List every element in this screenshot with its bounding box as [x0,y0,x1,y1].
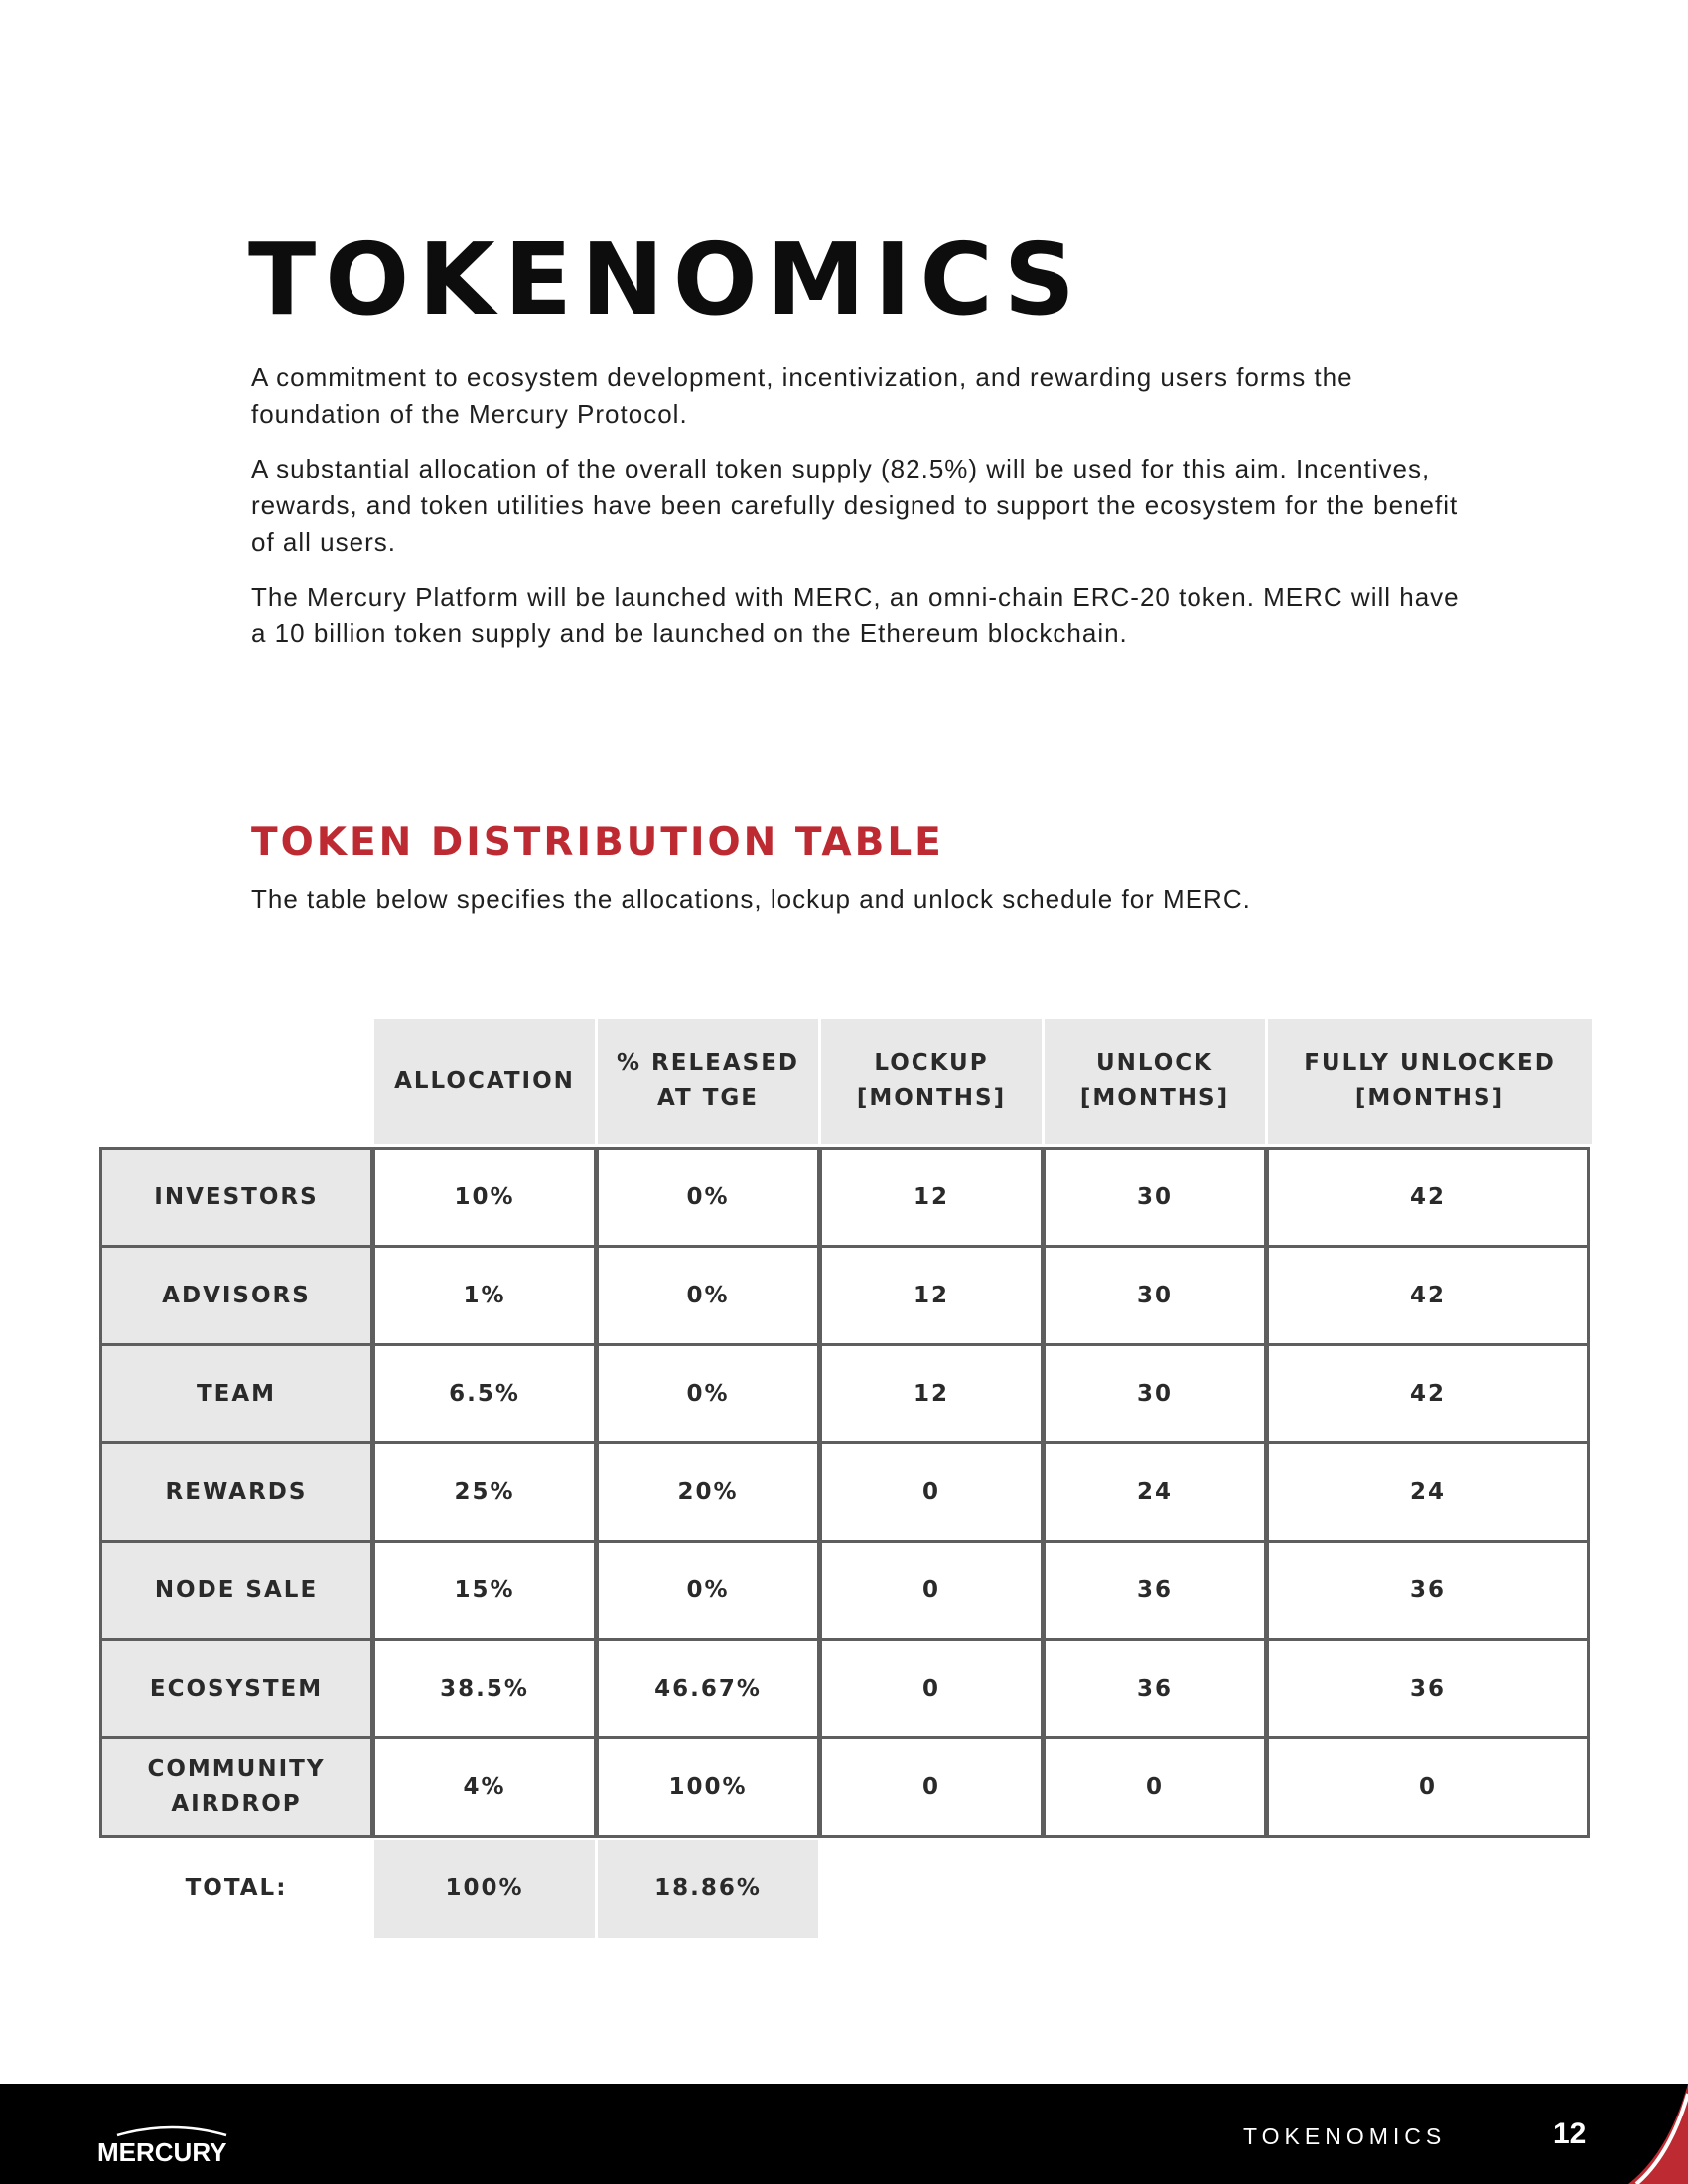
table-cell: 25% [372,1441,597,1543]
table-cell: 46.67% [596,1638,820,1739]
table-cell: 24 [1043,1441,1267,1543]
table-cell: 12 [819,1245,1044,1346]
row-label: ADVISORS [99,1245,373,1346]
intro-text [251,359,1473,670]
intro-paragraph: A commitment to ecosystem development, incentivization, and rewarding users forms the foundation of the Mercury Protocol. [251,362,1353,429]
intro-paragraph: The Mercury Platform will be launched with MERC, an omni-chain ERC-20 token. MERC will have a 10 billion token supply and be launched on the Ethereum blockchain. [251,582,1460,648]
table-cell: 24 [1266,1441,1590,1543]
intro-paragraph: A substantial allocation of the overall token supply (82.5%) will be used for this aim. Incentives, rewards, and token utilities have been carefully designed to support the ecosystem for the benefit of all users. [251,454,1459,557]
table-cell: 0 [1266,1736,1590,1838]
table-cell: 30 [1043,1245,1267,1346]
table-cell: 0% [596,1343,820,1444]
table-cell: 15% [372,1540,597,1641]
page-number: 12 [1553,2117,1587,2150]
column-header: FULLY UNLOCKED [MONTHS] [1268,1019,1592,1144]
table-cell: 36 [1043,1638,1267,1739]
mercury-logo [97,2117,246,2167]
table-cell: 42 [1266,1343,1590,1444]
table-cell: 42 [1266,1147,1590,1248]
table-cell: 12 [819,1343,1044,1444]
table-cell: 4% [372,1736,597,1838]
section-title: TOKEN DISTRIBUTION TABLE [251,820,944,865]
footer-section-name: TOKENOMICS [1243,2123,1447,2149]
column-header: LOCKUP [MONTHS] [821,1019,1042,1144]
table-cell: 0 [819,1736,1044,1838]
total-value: 100% [374,1840,595,1938]
table-cell: 38.5% [372,1638,597,1739]
table-cell: 0 [819,1540,1044,1641]
section-description: The table below specifies the allocations, lockup and unlock schedule for MERC. [251,885,1251,914]
total-value: 18.86% [598,1840,818,1938]
column-header: ALLOCATION [374,1019,595,1144]
table-cell: 0% [596,1540,820,1641]
table-cell: 12 [819,1147,1044,1248]
page-footer [0,2084,1688,2184]
table-cell: 0 [819,1638,1044,1739]
row-label: NODE SALE [99,1540,373,1641]
total-label: TOTAL: [185,1875,288,1901]
column-header: % RELEASED AT TGE [598,1019,818,1144]
row-label: TEAM [99,1343,373,1444]
table-cell: 6.5% [372,1343,597,1444]
table-cell: 0% [596,1147,820,1248]
row-label: INVESTORS [99,1147,373,1248]
table-cell: 36 [1266,1540,1590,1641]
row-label: COMMUNITY AIRDROP [99,1736,373,1838]
table-cell: 42 [1266,1245,1590,1346]
svg-text:MERCURY: MERCURY [97,2137,227,2167]
table-cell: 36 [1266,1638,1590,1739]
table-cell: 36 [1043,1540,1267,1641]
table-cell: 0% [596,1245,820,1346]
table-cell: 1% [372,1245,597,1346]
corner-swoosh-decoration [1609,2084,1688,2184]
table-cell: 30 [1043,1343,1267,1444]
table-cell: 100% [596,1736,820,1838]
table-cell: 20% [596,1441,820,1543]
table-cell: 30 [1043,1147,1267,1248]
row-label: ECOSYSTEM [99,1638,373,1739]
table-cell: 0 [1043,1736,1267,1838]
column-header: UNLOCK [MONTHS] [1045,1019,1265,1144]
page-title: TOKENOMICS [248,221,1084,338]
row-label: REWARDS [99,1441,373,1543]
table-cell: 10% [372,1147,597,1248]
table-cell: 0 [819,1441,1044,1543]
